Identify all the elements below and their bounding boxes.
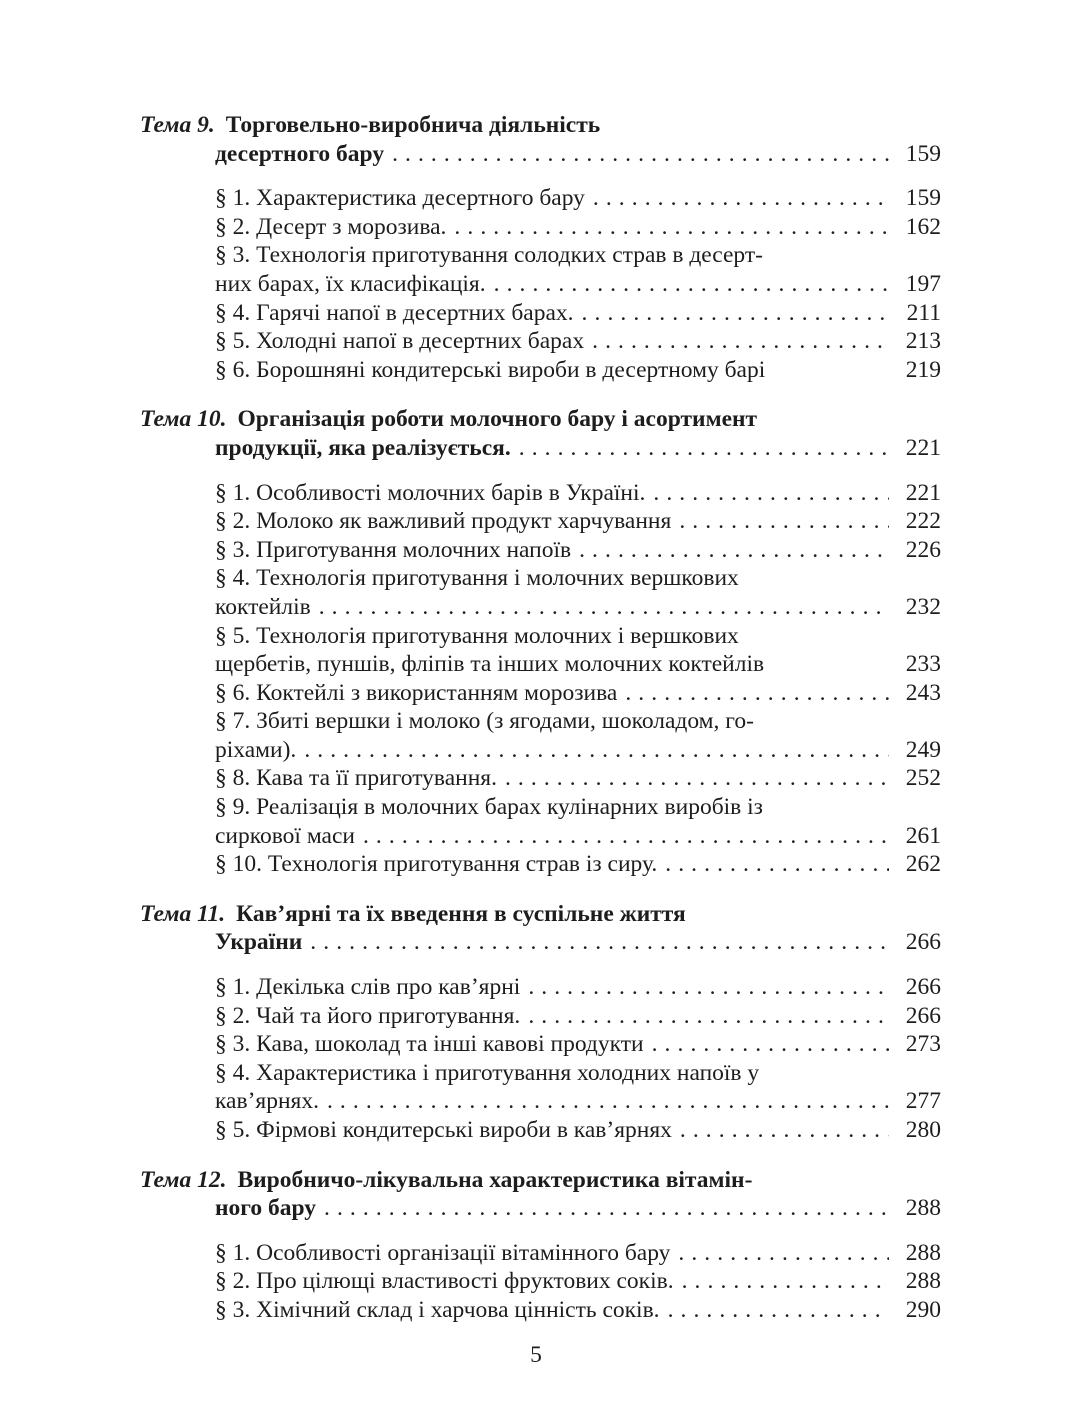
toc-row (140, 707, 941, 736)
toc-row (140, 1296, 941, 1325)
toc-entry-line: § 10. Технологія приготування страв із сиру. (215, 851, 658, 878)
topic-label: Тема 11. (140, 900, 226, 927)
toc-row (140, 140, 941, 169)
page-ref: 233 (905, 651, 941, 678)
dot-leader (311, 593, 889, 622)
page-ref: 219 (905, 356, 941, 383)
toc-row (140, 1030, 941, 1059)
page-number: 5 (530, 1342, 542, 1368)
toc-entry-line: § 4. Технологія приготування і молочних вершкових (215, 565, 739, 592)
topic-label: Тема 12. (140, 1166, 227, 1193)
topic-title-line: Торговельно-виробнича діяльність (225, 112, 601, 138)
toc-entry-line: ріхами). (215, 736, 297, 763)
toc-entry-line: них барах, їх класифікація. (215, 270, 486, 297)
toc-entry-line: § 1. Особливості організації вітамінного бару (215, 1239, 671, 1266)
toc-entry-line: § 3. Приготування молочних напоїв (215, 536, 572, 563)
toc-entry-line: коктейлів (215, 593, 311, 620)
toc-row (140, 299, 941, 328)
dot-leader (296, 736, 889, 765)
page-ref: 211 (906, 299, 941, 326)
dot-leader (319, 1087, 889, 1116)
page-ref: 197 (905, 270, 941, 297)
page-ref: 221 (905, 479, 941, 506)
topic-title-line: Організація роботи молочного бару і асортимент (237, 406, 758, 433)
toc-row (140, 1087, 941, 1116)
toc-row (140, 1239, 941, 1268)
page-ref: 162 (905, 213, 941, 240)
toc-entry-line: § 6. Борошняні кондитерські вироби в десертному барі (215, 356, 766, 383)
toc-entry-line: § 3. Кава, шоколад та інші кавові продукти (215, 1031, 644, 1058)
toc-entry-line: § 1. Характеристика десертного бару (215, 185, 585, 212)
dot-leader (520, 1002, 889, 1031)
dot-leader (585, 184, 889, 213)
toc-row (140, 973, 941, 1002)
dot-leader (584, 327, 889, 356)
page-ref: 266 (905, 929, 941, 956)
dot-leader (644, 1030, 889, 1059)
toc-entry-line: § 2. Чай та його приготування. (215, 1002, 521, 1029)
dot-leader (355, 822, 889, 851)
page-ref: 159 (905, 185, 941, 212)
dot-leader (574, 299, 889, 328)
toc-entry-line: § 9. Реалізація в молочних барах кулінарних виробів із (215, 794, 763, 821)
page-ref: 221 (905, 434, 941, 461)
page-ref: 249 (905, 736, 941, 763)
page-ref: 266 (905, 974, 941, 1001)
page-ref: 232 (905, 593, 941, 620)
toc-row (140, 1194, 941, 1223)
toc-row (140, 850, 941, 879)
toc-row (140, 111, 941, 140)
toc-row (140, 213, 941, 242)
toc-entry-line: § 4. Характеристика і приготування холодних напоїв у (215, 1059, 760, 1086)
dot-leader (384, 140, 889, 169)
toc-entry-line: § 2. Про цілющі властивості фруктових соків. (215, 1268, 674, 1295)
toc-entry-line: § 7. Збиті вершки і молоко (з ягодами, шоколадом, го- (215, 708, 754, 735)
toc-entry-line: § 2. Десерт з морозива. (215, 213, 447, 240)
toc-entry-line: щербетів, пуншів, фліпів та інших молочних коктейлів (215, 651, 765, 678)
toc-entry-line: § 4. Гарячі напої в десертних барах. (215, 299, 574, 326)
toc-entry-line: § 1. Декілька слів про кав’ярні (215, 974, 521, 1001)
toc-row (140, 507, 941, 536)
toc-row (140, 241, 941, 270)
toc-row (140, 184, 941, 213)
toc-row (140, 593, 941, 622)
toc-entry-line: § 2. Молоко як важливий продукт харчування (215, 508, 672, 535)
dot-leader (316, 1194, 889, 1223)
toc-entry-line: § 6. Коктейлі з використанням морозива (215, 679, 618, 706)
toc-row (140, 793, 941, 822)
page-ref: 261 (905, 822, 941, 849)
page-ref: 288 (905, 1239, 941, 1266)
page-ref: 266 (905, 1002, 941, 1029)
toc-entries (140, 479, 941, 879)
toc-row (140, 736, 941, 765)
toc-section (140, 405, 941, 879)
dot-leader (486, 270, 889, 299)
dot-leader (520, 973, 889, 1002)
dot-leader (657, 850, 889, 879)
toc-row (140, 928, 941, 957)
page-ref: 159 (905, 140, 941, 167)
page-ref: 213 (905, 328, 941, 355)
toc-row (140, 764, 941, 793)
toc-entry-line: § 3. Технологія приготування солодких страв в десерт- (215, 242, 763, 269)
page-ref: 290 (905, 1296, 941, 1323)
toc-row (140, 270, 941, 299)
toc-entries (140, 184, 941, 384)
topic-title-line: продукції, яка реалізується. (215, 434, 511, 461)
toc-row (140, 1166, 941, 1195)
topic-title-line: ного бару (215, 1195, 317, 1222)
toc-row (140, 479, 941, 508)
topic-title-line: України (215, 929, 303, 956)
toc-row (140, 434, 941, 463)
page-ref: 288 (905, 1195, 941, 1222)
toc-row (140, 1267, 941, 1296)
dot-leader (571, 536, 889, 565)
dot-leader (670, 1239, 889, 1268)
page-ref: 222 (905, 508, 941, 535)
toc-row (140, 1002, 941, 1031)
toc-row (140, 679, 941, 708)
toc-row (140, 900, 941, 929)
page-ref: 262 (905, 851, 941, 878)
topic-label: Тема 9. (140, 112, 215, 138)
toc-row (140, 622, 941, 651)
topic-title-line: десертного бару (215, 140, 385, 167)
toc-entries (140, 1239, 941, 1325)
dot-leader (671, 507, 889, 536)
page-ref: 277 (905, 1088, 941, 1115)
dot-leader (446, 213, 889, 242)
dot-leader (672, 1116, 889, 1145)
toc-section (140, 900, 941, 1145)
page-ref: 243 (905, 679, 941, 706)
toc-entry-line: сиркової маси (215, 822, 355, 849)
dot-leader (674, 1267, 889, 1296)
toc-entry-line: § 8. Кава та її приготування. (215, 765, 497, 792)
toc-section (140, 111, 941, 384)
page-ref: 252 (905, 765, 941, 792)
dot-leader (660, 1296, 889, 1325)
toc-row (140, 1059, 941, 1088)
dot-leader (617, 679, 889, 708)
toc-row (140, 356, 941, 385)
topic-label: Тема 10. (140, 406, 227, 433)
toc-row (140, 327, 941, 356)
dot-leader (645, 479, 889, 508)
toc-row (140, 1116, 941, 1145)
toc-row (140, 536, 941, 565)
toc-entry-line: § 5. Холодні напої в десертних барах (215, 328, 585, 355)
toc-row (140, 650, 941, 679)
toc-entry-line: § 5. Технологія приготування молочних і вершкових (215, 622, 739, 649)
topic-title-line: Кав’ярні та їх введення в суспільне життя (236, 900, 686, 927)
dot-leader (511, 434, 889, 463)
toc-entries (140, 973, 941, 1145)
toc-entry-line: § 5. Фірмові кондитерські вироби в кав’ярнях (215, 1117, 672, 1143)
page-ref: 273 (905, 1031, 941, 1058)
toc-entry-line: § 1. Особливості молочних барів в Україні. (215, 479, 646, 506)
toc-entry-line: § 3. Хімічний склад і харчова цінність соків. (215, 1296, 660, 1323)
topic-title-line: Виробничо-лікувальна характеристика вітамін- (237, 1166, 753, 1193)
dot-leader (302, 928, 889, 957)
dot-leader (497, 764, 889, 793)
page-ref: 280 (905, 1117, 941, 1143)
toc-row (140, 822, 941, 851)
toc-row (140, 405, 941, 434)
toc-row (140, 564, 941, 593)
page-ref: 226 (905, 536, 941, 563)
toc-section (140, 1166, 941, 1325)
table-of-contents (140, 111, 941, 1325)
page-ref: 288 (905, 1268, 941, 1295)
toc-entry-line: кав’ярнях. (215, 1088, 319, 1115)
